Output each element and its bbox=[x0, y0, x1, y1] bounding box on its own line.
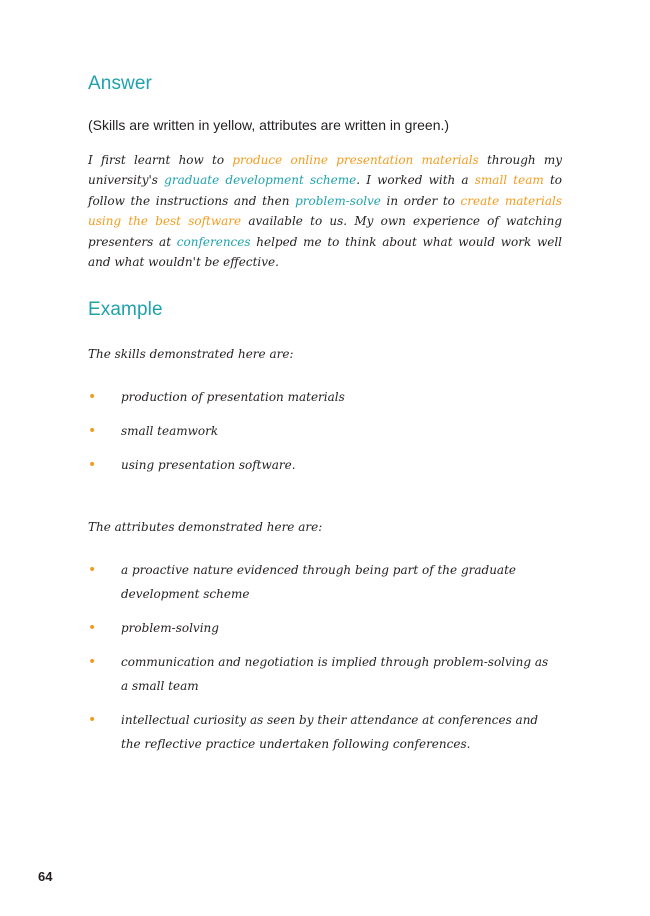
bullet-dot-icon: • bbox=[88, 654, 97, 670]
attribute-list-item-text: problem-solving bbox=[121, 621, 219, 635]
bullet-dot-icon: • bbox=[88, 620, 97, 636]
attributes-list bbox=[88, 558, 558, 766]
bullet-dot-icon: • bbox=[88, 457, 97, 473]
bullet-dot-icon: • bbox=[88, 562, 97, 578]
bullet-dot-icon: • bbox=[88, 389, 97, 405]
colour-key-note: (Skills are written in yellow, attributes are written in green.) bbox=[88, 117, 450, 133]
answer-paragraph bbox=[88, 150, 562, 272]
skill-list-item bbox=[88, 385, 558, 409]
paragraph-text: . I worked with a bbox=[356, 173, 475, 188]
skill-highlight: create materials using the best software bbox=[88, 193, 562, 229]
skill-highlight: small team bbox=[474, 173, 544, 188]
paragraph-text: helped me to think about what would work well and what wouldn't be effective. bbox=[88, 234, 563, 270]
paragraph-text: in order to bbox=[380, 193, 461, 208]
attribute-list-item-text: intellectual curiosity as seen by their attendance at conferences and the reflective practice undertaken following conferences. bbox=[121, 713, 539, 751]
skills-intro: The skills demonstrated here are: bbox=[88, 347, 294, 361]
attribute-list-item bbox=[88, 708, 558, 756]
paragraph-text: available to us. My own experience of watching presenters at bbox=[88, 214, 562, 249]
skill-list-item-text: small teamwork bbox=[121, 424, 219, 438]
paragraph-text: through my university's bbox=[88, 153, 563, 188]
example-heading: Example bbox=[88, 299, 163, 320]
paragraph-text: I first learnt how to bbox=[88, 153, 233, 167]
attribute-highlight: graduate development scheme bbox=[164, 173, 357, 188]
attribute-list-item bbox=[88, 558, 558, 606]
attribute-list-item bbox=[88, 650, 558, 698]
attributes-intro: The attributes demonstrated here are: bbox=[88, 520, 323, 534]
attribute-list-item-text: communication and negotiation is implied through problem-solving as a small team bbox=[121, 655, 549, 693]
bullet-dot-icon: • bbox=[88, 423, 97, 439]
skill-list-item-text: production of presentation materials bbox=[121, 390, 345, 404]
skills-list bbox=[88, 385, 558, 487]
page-number: 64 bbox=[38, 869, 53, 884]
skill-highlight: produce online presentation materials bbox=[232, 153, 479, 167]
skill-list-item bbox=[88, 419, 558, 443]
answer-heading: Answer bbox=[88, 73, 152, 94]
attribute-highlight: conferences bbox=[176, 234, 251, 249]
attribute-list-item-text: a proactive nature evidenced through being part of the graduate development scheme bbox=[121, 563, 517, 601]
attribute-highlight: problem-solve bbox=[295, 193, 381, 208]
skill-list-item-text: using presentation software. bbox=[121, 458, 296, 472]
bullet-dot-icon: • bbox=[88, 712, 97, 728]
skill-list-item bbox=[88, 453, 558, 477]
attribute-list-item bbox=[88, 616, 558, 640]
paragraph-text: to follow the instructions and then bbox=[88, 173, 563, 208]
